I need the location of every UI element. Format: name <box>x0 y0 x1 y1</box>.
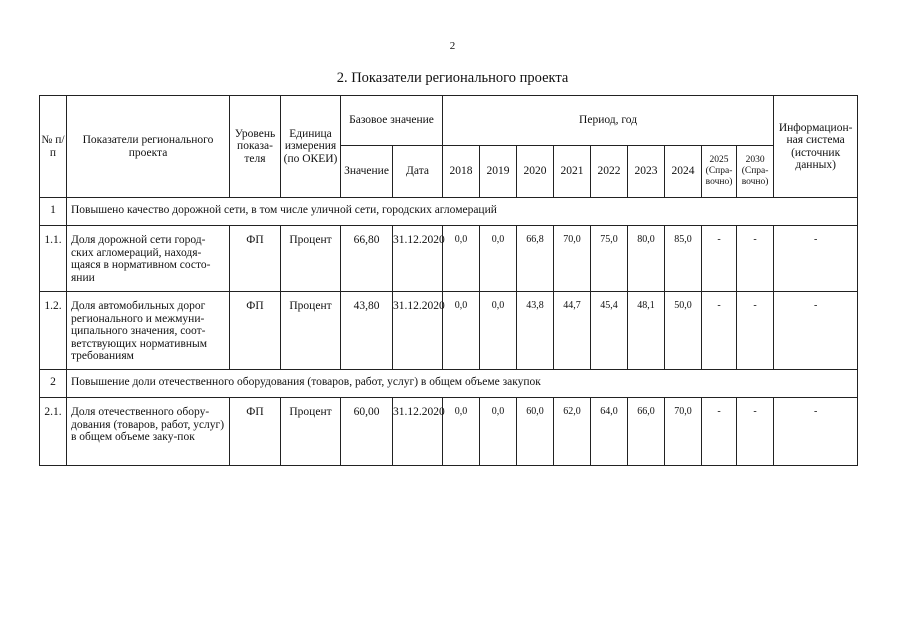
header-base: Базовое значение <box>341 96 443 146</box>
header-num: № п/п <box>40 96 67 198</box>
header-period: Период, год <box>443 96 774 146</box>
row-2025: - <box>702 292 737 370</box>
row-year-value: 80,0 <box>628 226 665 292</box>
row-year-value: 0,0 <box>480 292 517 370</box>
table-row <box>40 398 858 466</box>
indicators-table <box>39 95 858 466</box>
row-base-value: 66,80 <box>341 226 393 292</box>
table-row <box>40 292 858 370</box>
row-base-date: 31.12.2020 <box>393 292 443 370</box>
row-year-value: 70,0 <box>665 398 702 466</box>
row-year-value: 0,0 <box>480 398 517 466</box>
row-level: ФП <box>230 292 281 370</box>
row-year-value: 66,0 <box>628 398 665 466</box>
row-year-value: 0,0 <box>443 226 480 292</box>
header-year: 2020 <box>517 146 554 198</box>
section-row <box>40 198 858 226</box>
page-title: 2. Показатели регионального проекта <box>336 70 569 86</box>
section-row <box>40 370 858 398</box>
header-base-date: Дата <box>393 146 443 198</box>
row-unit: Процент <box>281 292 341 370</box>
row-unit: Процент <box>281 226 341 292</box>
row-2030: - <box>737 226 774 292</box>
row-num: 1.2. <box>40 292 67 370</box>
row-2030: - <box>737 292 774 370</box>
row-num: 2.1. <box>40 398 67 466</box>
row-indicator: Доля автомобильных дорог регионального и межмуни-ципального значения, соот-ветствующих нормативным требованиям <box>67 292 230 370</box>
row-year-value: 48,1 <box>628 292 665 370</box>
row-num: 1.1. <box>40 226 67 292</box>
header-year-2030: 2030 (Спра-вочно) <box>737 146 774 198</box>
row-year-value: 44,7 <box>554 292 591 370</box>
section-num: 2 <box>40 370 67 398</box>
row-2030: - <box>737 398 774 466</box>
row-base-value: 43,80 <box>341 292 393 370</box>
row-base-value: 60,00 <box>341 398 393 466</box>
row-year-value: 0,0 <box>480 226 517 292</box>
header-year: 2021 <box>554 146 591 198</box>
section-title: Повышение доли отечественного оборудования (товаров, работ, услуг) в общем объеме закупок <box>67 370 858 398</box>
header-year: 2018 <box>443 146 480 198</box>
row-indicator: Доля отечественного обору-дования (товаров, работ, услуг) в общем объеме заку-пок <box>67 398 230 466</box>
row-year-value: 85,0 <box>665 226 702 292</box>
row-year-value: 66,8 <box>517 226 554 292</box>
row-year-value: 45,4 <box>591 292 628 370</box>
table-row <box>40 226 858 292</box>
row-year-value: 62,0 <box>554 398 591 466</box>
header-year-2025: 2025 (Спра-вочно) <box>702 146 737 198</box>
row-year-value: 43,8 <box>517 292 554 370</box>
row-level: ФП <box>230 398 281 466</box>
row-2025: - <box>702 226 737 292</box>
row-info: - <box>774 226 858 292</box>
row-info: - <box>774 292 858 370</box>
page-number: 2 <box>449 40 456 52</box>
header-unit: Единица измерения (по ОКЕИ) <box>281 96 341 198</box>
section-num: 1 <box>40 198 67 226</box>
row-base-date: 31.12.2020 <box>393 398 443 466</box>
row-base-date: 31.12.2020 <box>393 226 443 292</box>
row-info: - <box>774 398 858 466</box>
header-indicator: Показатели регионального проекта <box>67 96 230 198</box>
header-year: 2023 <box>628 146 665 198</box>
header-year: 2019 <box>480 146 517 198</box>
row-unit: Процент <box>281 398 341 466</box>
header-year: 2022 <box>591 146 628 198</box>
row-year-value: 64,0 <box>591 398 628 466</box>
row-level: ФП <box>230 226 281 292</box>
header-year: 2024 <box>665 146 702 198</box>
row-2025: - <box>702 398 737 466</box>
row-year-value: 0,0 <box>443 292 480 370</box>
row-year-value: 75,0 <box>591 226 628 292</box>
row-year-value: 60,0 <box>517 398 554 466</box>
header-level: Уровень показа-теля <box>230 96 281 198</box>
section-title: Повышено качество дорожной сети, в том числе уличной сети, городских агломераций <box>67 198 858 226</box>
row-indicator: Доля дорожной сети город-ских агломераций, находя-щаяся в нормативном состо-янии <box>67 226 230 292</box>
row-year-value: 70,0 <box>554 226 591 292</box>
header-info: Информацион-ная система (источник данных) <box>774 96 858 198</box>
row-year-value: 0,0 <box>443 398 480 466</box>
header-base-value: Значение <box>341 146 393 198</box>
row-year-value: 50,0 <box>665 292 702 370</box>
